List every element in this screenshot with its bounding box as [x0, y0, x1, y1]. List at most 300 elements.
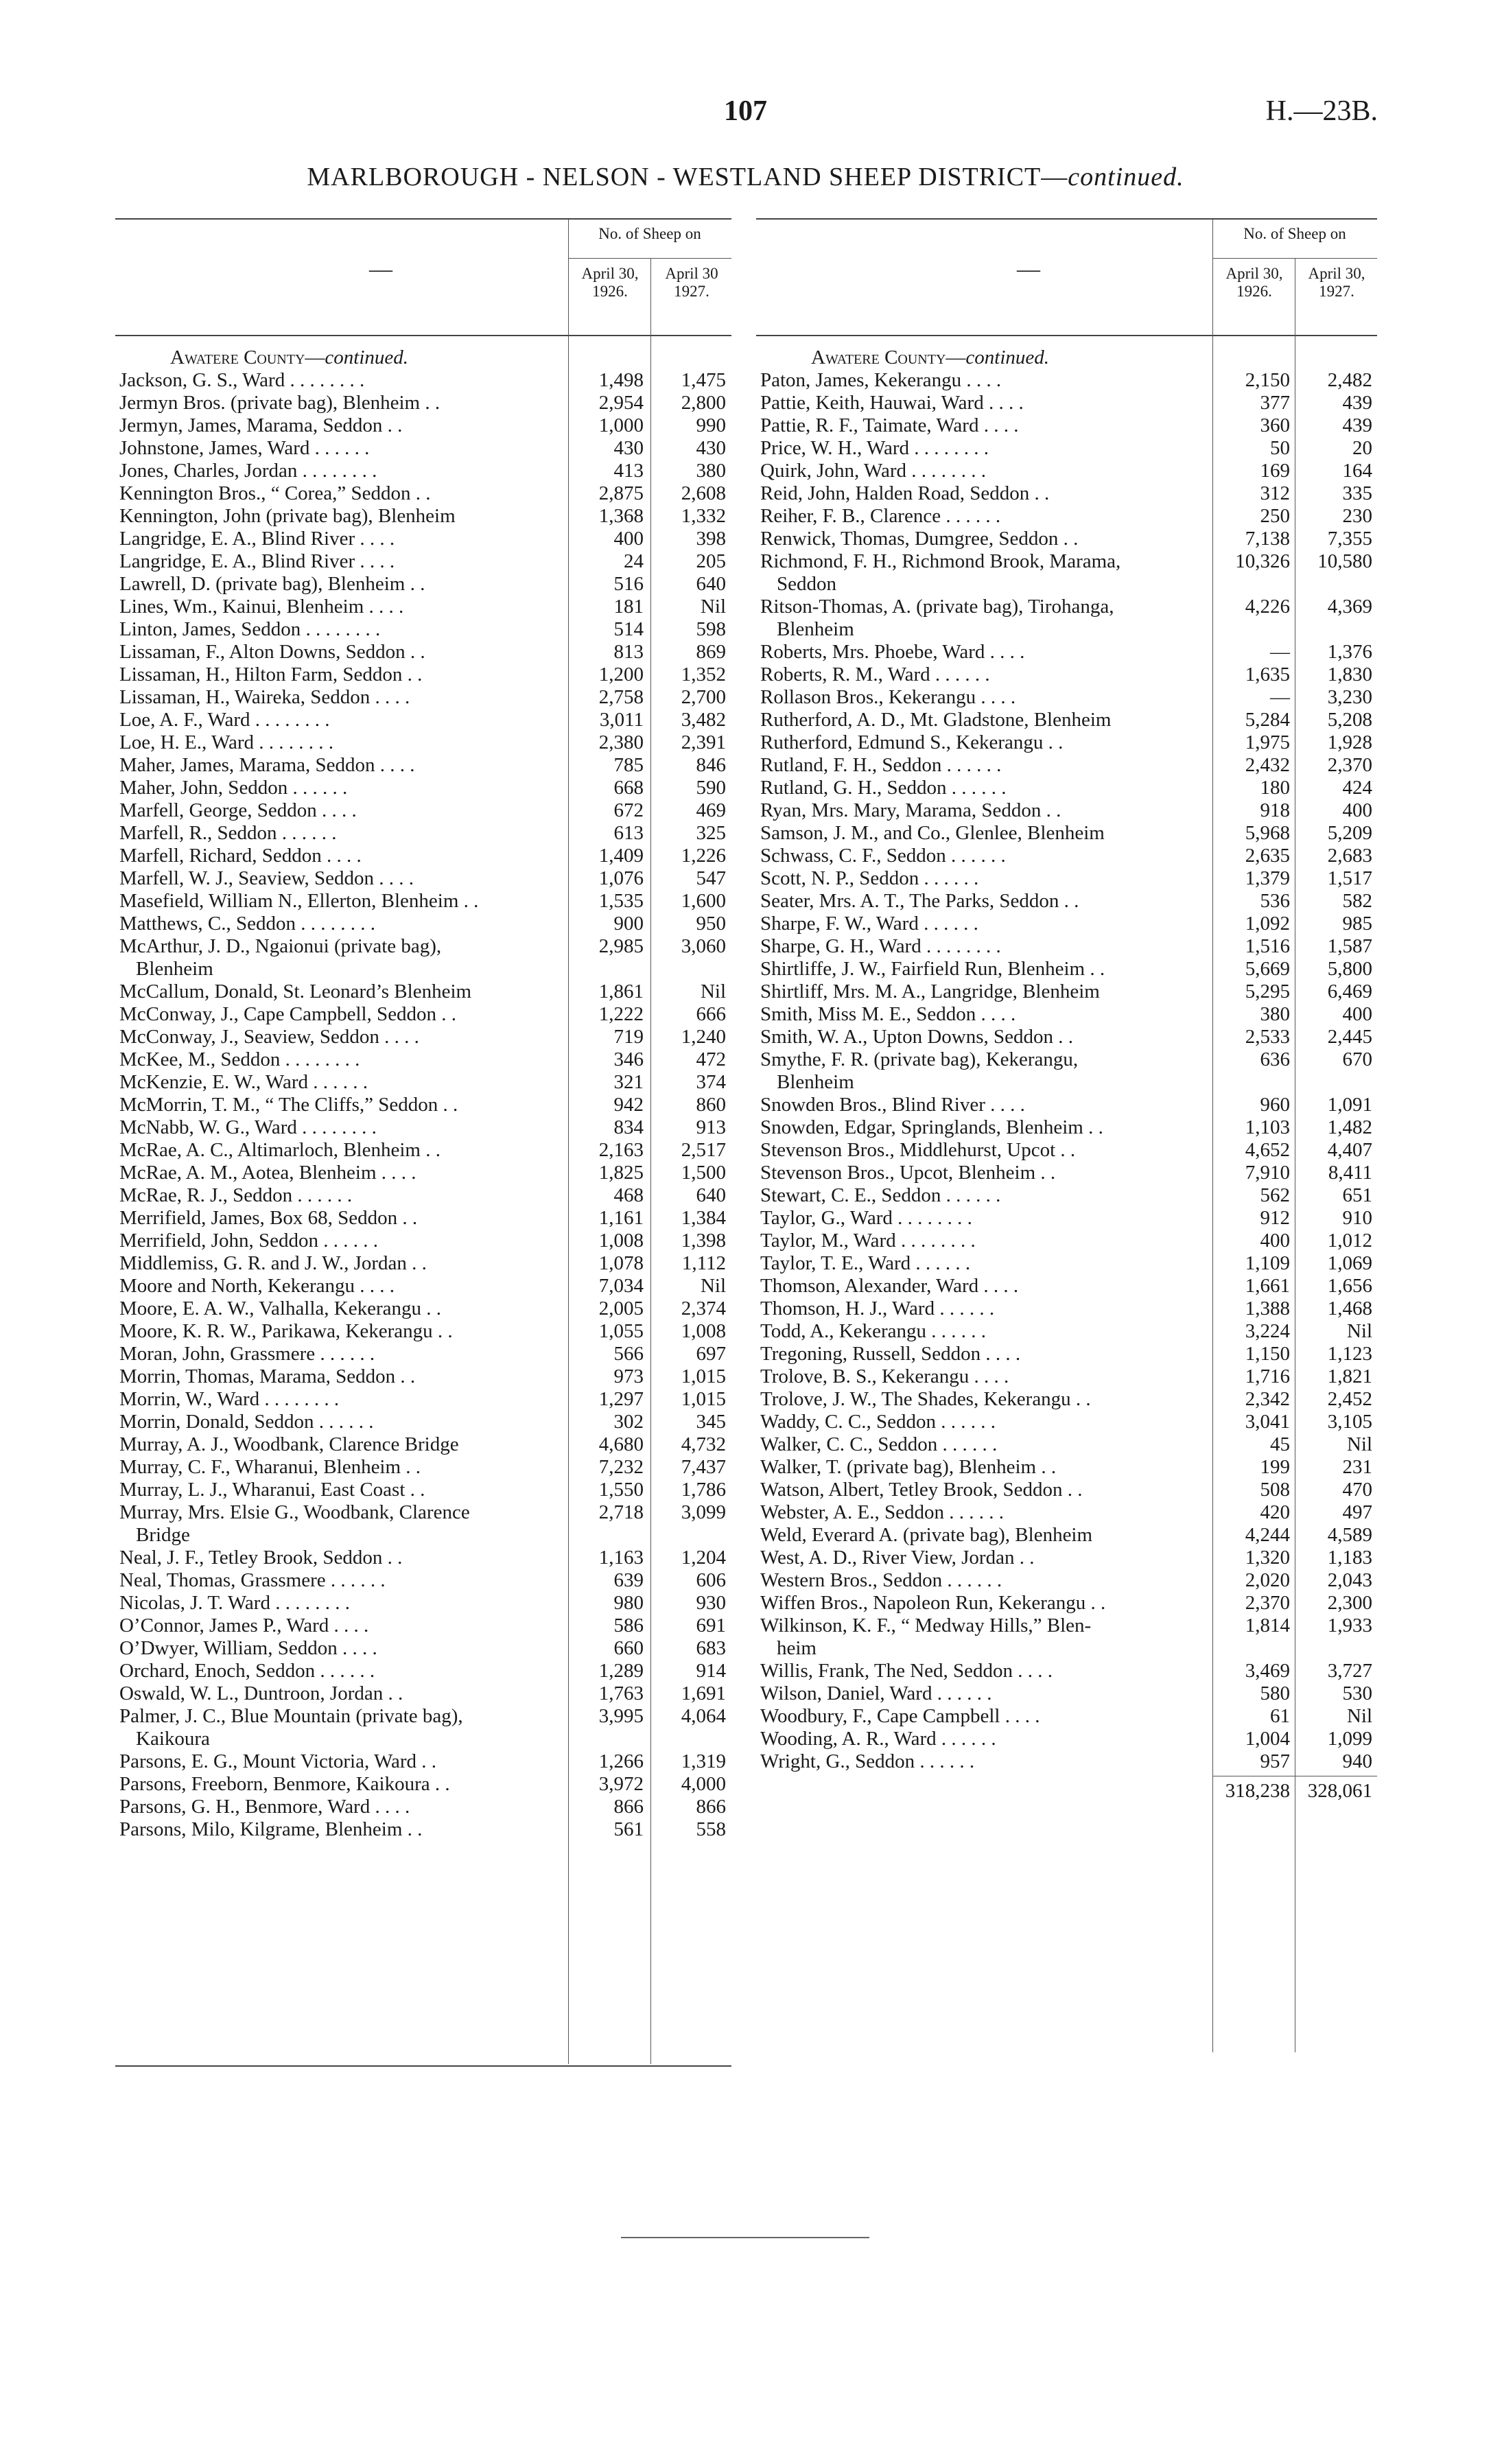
left-row	[115, 1184, 731, 1207]
right-row-1927: 530	[1342, 1682, 1372, 1704]
left-row-name-text: Jermyn Bros. (private bag), Blenheim . .	[119, 392, 441, 414]
left-row	[115, 596, 731, 618]
right-row-name	[756, 1705, 1210, 1728]
page-code: H.—23B.	[1265, 95, 1378, 127]
left-row	[115, 935, 731, 981]
left-row-name-text: Marfell, Richard, Seddon . . . .	[119, 845, 362, 867]
left-row-name-text: Morrin, Thomas, Marama, Seddon . .	[119, 1365, 416, 1387]
left-row	[115, 1660, 731, 1682]
right-row-1926: 1,516	[1245, 935, 1290, 957]
left-row	[115, 641, 731, 664]
left-row-1927: 205	[696, 550, 726, 572]
left-row-1927: 869	[696, 641, 726, 663]
right-row-1927: 2,043	[1327, 1569, 1372, 1591]
left-row-name-continuation: Kaikoura	[136, 1728, 210, 1750]
right-row	[756, 369, 1377, 392]
left-row-name	[115, 664, 564, 686]
right-row-1927: 5,800	[1327, 958, 1372, 980]
right-row-name-text: Todd, A., Kekerangu . . . . . .	[760, 1320, 986, 1342]
left-row-1926: 3,995	[598, 1705, 644, 1727]
left-row-name-text: Marfell, W. J., Seaview, Seddon . . . .	[119, 867, 414, 889]
right-row-name	[756, 1207, 1210, 1230]
right-row-name-text: Weld, Everard A. (private bag), Blenheim	[760, 1524, 1093, 1546]
right-row-1927: 1,099	[1327, 1728, 1372, 1750]
left-row	[115, 1230, 731, 1252]
left-row-name-text: Parsons, Freeborn, Benmore, Kaikoura . .	[119, 1773, 450, 1795]
page-number: 107	[724, 95, 767, 127]
left-row	[115, 822, 731, 845]
left-row-name-continuation: Blenheim	[136, 958, 213, 980]
right-row-name-text: Wright, G., Seddon . . . . . .	[760, 1750, 975, 1772]
left-body-divider-2	[650, 333, 651, 2064]
right-row-1926: 50	[1270, 437, 1290, 459]
right-row-1927: 940	[1342, 1750, 1372, 1772]
left-row-name	[115, 1343, 564, 1365]
left-row-1927: 1,240	[681, 1026, 726, 1048]
left-row-1927: 4,064	[681, 1705, 726, 1727]
left-row-1927: 380	[696, 460, 726, 482]
right-row-1926: 61	[1270, 1705, 1290, 1727]
right-row-1926: 3,469	[1245, 1660, 1290, 1682]
right-row-name-text: Quirk, John, Ward . . . . . . . .	[760, 460, 986, 482]
right-row-1926: 2,635	[1245, 845, 1290, 867]
right-row-name	[756, 1660, 1210, 1682]
right-row-1927: 5,209	[1327, 822, 1372, 844]
right-row-name	[756, 1592, 1210, 1615]
right-row-1926: 312	[1260, 482, 1290, 504]
right-row-1927: 651	[1342, 1184, 1372, 1206]
left-row-name	[115, 369, 564, 392]
left-row-name	[115, 686, 564, 709]
left-row-1927: 558	[696, 1818, 726, 1840]
right-row-1926: 1,004	[1245, 1728, 1290, 1750]
right-total-1927: 328,061	[1307, 1780, 1372, 1802]
right-row-1926: 5,669	[1245, 958, 1290, 980]
right-row-name	[756, 754, 1210, 777]
right-row-name-text: Paton, James, Kekerangu . . . .	[760, 369, 1002, 391]
right-row-name-text: Reid, John, Halden Road, Seddon . .	[760, 482, 1050, 504]
left-row	[115, 505, 731, 528]
page-title-continued: continued.	[1068, 163, 1184, 191]
left-row-1926: 1,861	[598, 981, 644, 1002]
right-row-name-text: Tregoning, Russell, Seddon . . . .	[760, 1343, 1021, 1365]
left-row-name-text: Maher, James, Marama, Seddon . . . .	[119, 754, 415, 776]
right-row-name-text: Sharpe, F. W., Ward . . . . . .	[760, 913, 978, 935]
right-row-1926: 7,138	[1245, 528, 1290, 550]
right-row	[756, 890, 1377, 913]
left-row-name	[115, 550, 564, 573]
left-row-1926: 1,368	[598, 505, 644, 527]
right-section-continued: continued.	[965, 347, 1050, 368]
left-row-name-text: Lines, Wm., Kainui, Blenheim . . . .	[119, 596, 404, 618]
right-row-name	[756, 460, 1210, 482]
right-row	[756, 1456, 1377, 1479]
left-row	[115, 867, 731, 890]
right-row-1927: 1,069	[1327, 1252, 1372, 1274]
left-row-name	[115, 1026, 564, 1048]
left-row-name	[115, 414, 564, 437]
left-row-name	[115, 1479, 564, 1501]
left-row	[115, 1139, 731, 1162]
right-row	[756, 528, 1377, 550]
left-row-1926: 1,000	[598, 414, 644, 436]
right-row-1926: —	[1270, 641, 1290, 663]
right-row-1927: 1,123	[1327, 1343, 1372, 1365]
right-row-name	[756, 1547, 1210, 1569]
left-row	[115, 731, 731, 754]
right-row-name-text: Thomson, Alexander, Ward . . . .	[760, 1275, 1019, 1297]
right-row-name-text: Webster, A. E., Seddon . . . . . .	[760, 1501, 1004, 1523]
right-row	[756, 1569, 1377, 1592]
left-row-name	[115, 1275, 564, 1298]
left-row-name-text: Jones, Charles, Jordan . . . . . . . .	[119, 460, 377, 482]
left-row-1926: 900	[613, 913, 644, 935]
left-row-name	[115, 1750, 564, 1773]
right-row	[756, 935, 1377, 958]
left-row-name-text: Maher, John, Seddon . . . . . .	[119, 777, 348, 799]
right-total-row	[756, 1773, 1377, 1806]
left-row-1926: 1,078	[598, 1252, 644, 1274]
left-row	[115, 1003, 731, 1026]
right-col1-label: April 30, 1926.	[1225, 265, 1283, 300]
right-row-1927: 439	[1342, 414, 1372, 436]
right-row	[756, 686, 1377, 709]
right-row-name	[756, 1365, 1210, 1388]
right-row-name	[756, 958, 1210, 981]
right-row-1927: 1,468	[1327, 1298, 1372, 1319]
left-row	[115, 1048, 731, 1071]
right-row-name	[756, 392, 1210, 414]
left-row-1927: 683	[696, 1637, 726, 1659]
left-row-name-text: McMorrin, T. M., “ The Cliffs,” Seddon . .	[119, 1094, 458, 1116]
right-group-label: No. of Sheep on	[1243, 225, 1346, 242]
left-row	[115, 1116, 731, 1139]
right-row	[756, 981, 1377, 1003]
right-row-name-text: Pattie, Keith, Hauwai, Ward . . . .	[760, 392, 1024, 414]
right-row-name	[756, 686, 1210, 709]
left-row-1926: 1,008	[598, 1230, 644, 1252]
left-row-name	[115, 1547, 564, 1569]
left-row-1927: 666	[696, 1003, 726, 1025]
left-row-1927: Nil	[700, 596, 726, 618]
left-row-1926: 2,718	[598, 1501, 644, 1523]
right-row-name	[756, 1479, 1210, 1501]
right-row-name	[756, 414, 1210, 437]
left-row-1927: 3,060	[681, 935, 726, 957]
left-row-name	[115, 1705, 564, 1750]
left-row-1926: 2,985	[598, 935, 644, 957]
left-row-1926: 1,409	[598, 845, 644, 867]
right-row-1927: 2,445	[1327, 1026, 1372, 1048]
left-row-name-text: Jermyn, James, Marama, Seddon . .	[119, 414, 403, 436]
right-row-name-text: Reiher, F. B., Clarence . . . . . .	[760, 505, 1001, 527]
left-row-1926: 3,011	[599, 709, 644, 731]
left-row-1927: 472	[696, 1048, 726, 1070]
left-row-1927: 691	[696, 1615, 726, 1636]
right-row-1927: 1,091	[1327, 1094, 1372, 1116]
right-row-1926: 918	[1260, 799, 1290, 821]
right-row-name	[756, 1275, 1210, 1298]
left-table-header	[115, 218, 731, 336]
left-row-name-text: Lissaman, H., Hilton Farm, Seddon . .	[119, 664, 423, 685]
right-row-name	[756, 1116, 1210, 1139]
left-row-1926: 1,763	[598, 1682, 644, 1704]
left-row-1927: 640	[696, 1184, 726, 1206]
left-row-1927: 990	[696, 414, 726, 436]
left-row-name-text: Neal, Thomas, Grassmere . . . . . .	[119, 1569, 386, 1591]
right-row-1927: 670	[1342, 1048, 1372, 1070]
right-row	[756, 1682, 1377, 1705]
right-row	[756, 1615, 1377, 1660]
left-row-1926: 834	[613, 1116, 644, 1138]
right-row-1927: 1,517	[1327, 867, 1372, 889]
right-row	[756, 482, 1377, 505]
right-row-1927: 10,580	[1317, 550, 1372, 572]
left-row-1926: 181	[613, 596, 644, 618]
left-row-name-text: Neal, J. F., Tetley Brook, Seddon . .	[119, 1547, 403, 1569]
right-row-1926: 1,320	[1245, 1547, 1290, 1569]
left-row-name	[115, 641, 564, 664]
right-row-name-text: Wiffen Bros., Napoleon Run, Kekerangu . .	[760, 1592, 1106, 1614]
left-row-1927: 913	[696, 1116, 726, 1138]
right-row-1926: 1,388	[1245, 1298, 1290, 1319]
left-row-name-continuation: Bridge	[136, 1524, 190, 1546]
right-row-name-text: Wilkinson, K. F., “ Medway Hills,” Blen-	[760, 1615, 1092, 1636]
left-row	[115, 1365, 731, 1388]
right-row	[756, 1411, 1377, 1433]
left-name-column-dash: —	[369, 257, 392, 282]
right-row	[756, 1750, 1377, 1773]
right-row	[756, 1479, 1377, 1501]
right-row-name-text: Seater, Mrs. A. T., The Parks, Seddon . .	[760, 890, 1079, 912]
right-row-1926: 912	[1260, 1207, 1290, 1229]
left-row-1926: 2,954	[598, 392, 644, 414]
right-row	[756, 1048, 1377, 1094]
left-row-name	[115, 1796, 564, 1818]
right-row-1927: 1,830	[1327, 664, 1372, 685]
left-body-divider-1	[568, 333, 569, 2064]
right-row-1927: Nil	[1346, 1705, 1372, 1727]
right-row-1926: 380	[1260, 1003, 1290, 1025]
left-row	[115, 573, 731, 596]
left-row-name-text: Murray, C. F., Wharanui, Blenheim . .	[119, 1456, 421, 1478]
left-row	[115, 709, 731, 731]
right-row-1926: 957	[1260, 1750, 1290, 1772]
right-row-name-text: Ryan, Mrs. Mary, Marama, Seddon . .	[760, 799, 1061, 821]
right-body-divider-1	[1212, 333, 1213, 2052]
right-row-1926: 508	[1260, 1479, 1290, 1501]
right-row-1927: 230	[1342, 505, 1372, 527]
right-row-name	[756, 482, 1210, 505]
right-row-1927: 3,105	[1327, 1411, 1372, 1433]
left-table	[115, 218, 731, 1841]
left-section-continued: continued.	[325, 347, 409, 368]
right-row-name-text: Richmond, F. H., Richmond Brook, Marama,	[760, 550, 1121, 572]
right-row-1926: 4,244	[1245, 1524, 1290, 1546]
left-row-1926: 1,055	[598, 1320, 644, 1342]
left-row-1927: 2,374	[681, 1298, 726, 1319]
right-row-name-text: Western Bros., Seddon . . . . . .	[760, 1569, 1002, 1591]
right-row	[756, 1139, 1377, 1162]
right-row-name-text: Schwass, C. F., Seddon . . . . . .	[760, 845, 1006, 867]
right-row-name	[756, 867, 1210, 890]
left-row	[115, 1252, 731, 1275]
left-row-name-text: McRae, R. J., Seddon . . . . . .	[119, 1184, 353, 1206]
right-row-1927: 1,656	[1327, 1275, 1372, 1297]
left-row	[115, 392, 731, 414]
left-row-1926: 586	[613, 1615, 644, 1636]
right-row-1927: 20	[1352, 437, 1372, 459]
right-row	[756, 1343, 1377, 1365]
right-row-name	[756, 1524, 1210, 1547]
left-row	[115, 1818, 731, 1841]
left-row-name	[115, 1162, 564, 1184]
left-row-name	[115, 1230, 564, 1252]
right-row-name-text: Samson, J. M., and Co., Glenlee, Blenheim	[760, 822, 1105, 844]
right-row-name-continuation: Seddon	[777, 573, 836, 595]
left-row	[115, 1026, 731, 1048]
right-row-name	[756, 1094, 1210, 1116]
left-row-name	[115, 1637, 564, 1660]
left-row-name	[115, 1048, 564, 1071]
left-row-name-text: Orchard, Enoch, Seddon . . . . . .	[119, 1660, 375, 1682]
right-row-1927: 985	[1342, 913, 1372, 935]
right-row-name	[756, 1456, 1210, 1479]
left-row-1927: 345	[696, 1411, 726, 1433]
left-row-name-text: McRae, A. C., Altimarloch, Blenheim . .	[119, 1139, 441, 1161]
right-row-name	[756, 1433, 1210, 1456]
left-row-1926: 813	[613, 641, 644, 663]
right-row-1927: 400	[1342, 799, 1372, 821]
right-row-name	[756, 1569, 1210, 1592]
left-row-1926: 2,005	[598, 1298, 644, 1319]
left-row-name-text: Moore, E. A. W., Valhalla, Kekerangu . .	[119, 1298, 442, 1319]
right-row-1926: 562	[1260, 1184, 1290, 1206]
left-row-name	[115, 1207, 564, 1230]
right-table-header	[756, 218, 1377, 336]
left-row-1926: 346	[613, 1048, 644, 1070]
left-row	[115, 528, 731, 550]
left-row-name	[115, 1569, 564, 1592]
left-row-name	[115, 1184, 564, 1207]
right-row	[756, 664, 1377, 686]
left-row-1927: 547	[696, 867, 726, 889]
left-row-1927: 2,391	[681, 731, 726, 753]
left-row-1927: Nil	[700, 981, 726, 1002]
left-row-name-text: McConway, J., Seaview, Seddon . . . .	[119, 1026, 419, 1048]
left-col1-label: April 30, 1926.	[581, 265, 639, 300]
left-row	[115, 845, 731, 867]
left-row-1926: 400	[613, 528, 644, 550]
page-title-main: MARLBOROUGH - NELSON - WESTLAND SHEEP DISTRICT—	[307, 163, 1068, 191]
right-row-1927: 2,370	[1327, 754, 1372, 776]
left-row-1927: 866	[696, 1796, 726, 1818]
right-row-1926: 1,379	[1245, 867, 1290, 889]
left-row-name	[115, 822, 564, 845]
left-row-1927: 3,482	[681, 709, 726, 731]
left-row-1927: 1,112	[681, 1252, 726, 1274]
right-row-name-text: Shirtliffe, J. W., Fairfield Run, Blenheim . .	[760, 958, 1105, 980]
right-row	[756, 1116, 1377, 1139]
left-row-name	[115, 754, 564, 777]
left-row-name-text: Merrifield, James, Box 68, Seddon . .	[119, 1207, 418, 1229]
left-row-name	[115, 1682, 564, 1705]
left-row-name	[115, 482, 564, 505]
right-row	[756, 1728, 1377, 1750]
right-row-name-text: Snowden, Edgar, Springlands, Blenheim . .	[760, 1116, 1103, 1138]
left-row-1927: 469	[696, 799, 726, 821]
right-row	[756, 845, 1377, 867]
left-row-name-text: Morrin, W., Ward . . . . . . . .	[119, 1388, 340, 1410]
right-row-name-text: Watson, Albert, Tetley Brook, Seddon . .	[760, 1479, 1083, 1501]
right-row-1927: 3,230	[1327, 686, 1372, 708]
right-row-1927: 2,482	[1327, 369, 1372, 391]
left-row-1926: 4,680	[598, 1433, 644, 1455]
right-row-name-text: Taylor, G., Ward . . . . . . . .	[760, 1207, 972, 1229]
left-row-name-text: Lissaman, H., Waireka, Seddon . . . .	[119, 686, 410, 708]
right-row-1926: 400	[1260, 1230, 1290, 1252]
left-row-name-text: Palmer, J. C., Blue Mountain (private bag),	[119, 1705, 463, 1727]
left-group-label: No. of Sheep on	[598, 225, 701, 242]
left-row-name-text: Lawrell, D. (private bag), Blenheim . .	[119, 573, 425, 595]
right-row-1926: 580	[1260, 1682, 1290, 1704]
right-row-name-text: Sharpe, G. H., Ward . . . . . . . .	[760, 935, 1001, 957]
left-row	[115, 1094, 731, 1116]
right-row-name	[756, 1320, 1210, 1343]
right-row-name	[756, 709, 1210, 731]
left-row-name	[115, 528, 564, 550]
right-row-name	[756, 890, 1210, 913]
right-row	[756, 867, 1377, 890]
left-row-1927: 2,800	[681, 392, 726, 414]
right-row-1927: 3,727	[1327, 1660, 1372, 1682]
left-row-1927: 1,475	[681, 369, 726, 391]
left-row-name	[115, 709, 564, 731]
right-row-1927: 497	[1342, 1501, 1372, 1523]
left-row	[115, 754, 731, 777]
right-row-name	[756, 596, 1210, 641]
left-row-1927: 1,015	[681, 1388, 726, 1410]
right-row-name	[756, 981, 1210, 1003]
left-row-1927: Nil	[700, 1275, 726, 1297]
right-row-name	[756, 777, 1210, 799]
left-row-name	[115, 867, 564, 890]
right-row-1927: 231	[1342, 1456, 1372, 1478]
left-row-name-text: McKee, M., Seddon . . . . . . . .	[119, 1048, 360, 1070]
left-row-name-text: Lissaman, F., Alton Downs, Seddon . .	[119, 641, 425, 663]
left-row-name-text: Johnstone, James, Ward . . . . . .	[119, 437, 370, 459]
right-row-1926: 1,150	[1245, 1343, 1290, 1365]
left-row-1926: 2,758	[598, 686, 644, 708]
right-row-name	[756, 528, 1210, 550]
left-col2-label: April 30 1927.	[665, 265, 718, 300]
right-row-name	[756, 437, 1210, 460]
left-row-1926: 561	[613, 1818, 644, 1840]
right-row-name	[756, 935, 1210, 958]
right-row-1926: 1,092	[1245, 913, 1290, 935]
left-row	[115, 1320, 731, 1343]
left-row-name-text: Murray, Mrs. Elsie G., Woodbank, Clarence	[119, 1501, 470, 1523]
left-row-name-text: Parsons, Milo, Kilgrame, Blenheim . .	[119, 1818, 423, 1840]
left-row-1927: 930	[696, 1592, 726, 1614]
right-row	[756, 1547, 1377, 1569]
left-row-1927: 1,319	[681, 1750, 726, 1772]
left-row-1926: 1,161	[598, 1207, 644, 1229]
right-row-name-text: Taylor, M., Ward . . . . . . . .	[760, 1230, 976, 1252]
left-row-name	[115, 392, 564, 414]
right-row-name-text: Willis, Frank, The Ned, Seddon . . . .	[760, 1660, 1053, 1682]
right-row	[756, 1207, 1377, 1230]
